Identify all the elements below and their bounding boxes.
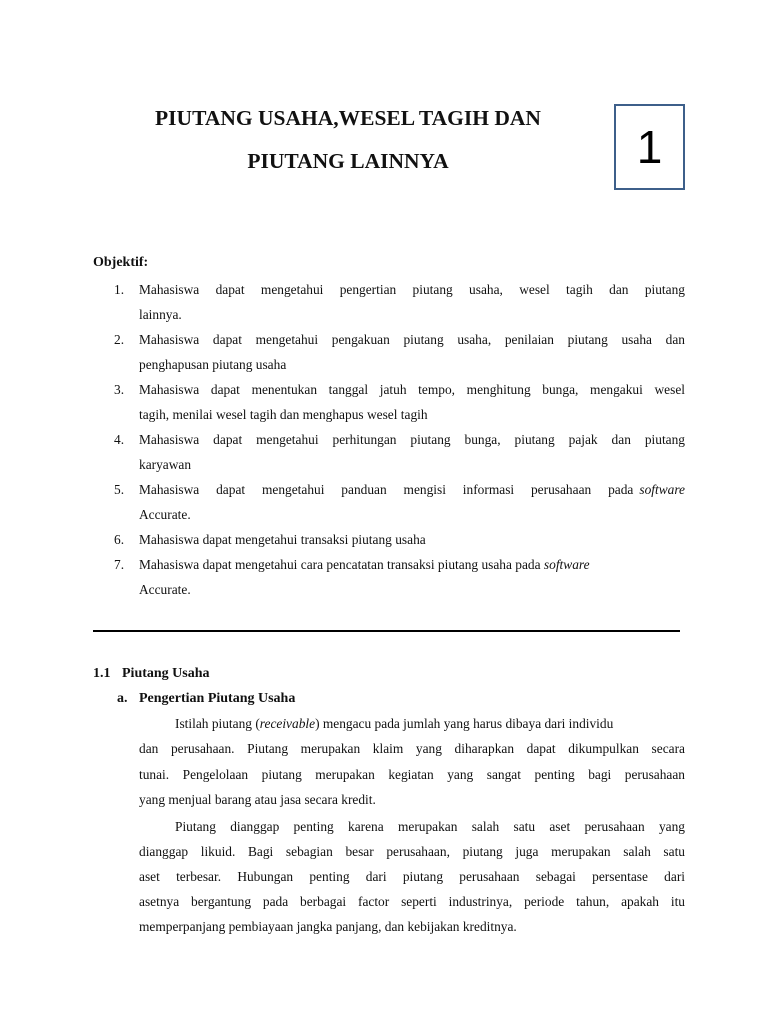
paragraph-2-line-4: asetnya bergantung pada berbagai factor seperti industrinya, periode tahun, apakah itu [139, 894, 685, 909]
section-divider [93, 630, 680, 632]
section-number: 1.1 [93, 666, 111, 681]
paragraph-1-line-3: tunai. Pengelolaan piutang merupakan kegiatan yang sangat penting bagi perusahaan [139, 767, 685, 782]
paragraph-2-line-2: dianggap likuid. Bagi sebagian besar perusahaan, piutang juga merupakan salah satu [139, 844, 685, 859]
objectives-list [0, 277, 768, 602]
objective-text: Mahasiswa dapat mengetahui cara pencatatan transaksi piutang usaha pada [139, 557, 541, 572]
objective-item-5 [0, 477, 768, 527]
objective-text-line: Mahasiswa dapat mengetahui transaksi piutang usaha [139, 532, 426, 547]
section-heading [93, 666, 210, 682]
paragraph-2-line-5: memperpanjang pembiayaan jangka panjang, dan kebijakan kreditnya. [139, 919, 517, 934]
paragraph-2-line-1: Piutang dianggap penting karena merupakan salah satu aset perusahaan yang [175, 819, 685, 834]
paragraph-1-line-4: yang menjual barang atau jasa secara kredit. [139, 792, 376, 807]
objective-text-line: Mahasiswa dapat mengetahui perhitungan piutang bunga, piutang pajak dan piutang [139, 432, 685, 447]
objective-text-line: tagih, menilai wesel tagih dan menghapus wesel tagih [139, 407, 428, 422]
objective-text-line: Mahasiswa dapat menentukan tanggal jatuh tempo, menghitung bunga, mengakui wesel [139, 382, 685, 397]
paragraph-italic-term: receivable [259, 716, 316, 731]
subsection-title: Pengertian Piutang Usaha [139, 691, 296, 706]
objective-text-line: Mahasiswa dapat mengetahui pengakuan piutang usaha, penilaian piutang usaha dan [139, 332, 685, 347]
objective-italic-word: software [543, 557, 590, 572]
objective-item-1 [0, 277, 768, 327]
objective-number: 2. [114, 332, 125, 347]
chapter-title-line-1: PIUTANG USAHA,WESEL TAGIH DAN [155, 106, 541, 130]
objectives-heading: Objektif: [93, 255, 149, 270]
objective-text-line: lainnya. [139, 307, 182, 322]
chapter-number-box [614, 104, 685, 190]
chapter-number: 1 [636, 121, 663, 173]
subsection-letter: a. [117, 691, 128, 706]
objective-text-line: karyawan [139, 457, 192, 472]
objective-number: 1. [114, 282, 125, 297]
objective-number: 5. [114, 482, 125, 497]
chapter-title-line-2: PIUTANG LAINNYA [247, 149, 449, 173]
objective-text: Mahasiswa dapat mengetahui panduan mengisi informasi perusahaan pada [139, 482, 634, 497]
objective-item-6 [0, 527, 768, 552]
objective-item-4 [0, 427, 768, 477]
paragraph-1-line-1 [175, 711, 685, 736]
paragraph-text: Istilah piutang ( [175, 716, 260, 731]
objective-italic-word: software [639, 482, 685, 497]
objective-text-line: Accurate. [139, 507, 191, 522]
paragraph-1-line-2: dan perusahaan. Piutang merupakan klaim yang diharapkan dapat dikumpulkan secara [139, 741, 685, 756]
objective-item-2 [0, 327, 768, 377]
objective-item-7 [0, 552, 768, 602]
objective-number: 6. [114, 532, 125, 547]
objective-text-line: Mahasiswa dapat mengetahui pengertian piutang usaha, wesel tagih dan piutang [139, 282, 685, 297]
objective-number: 3. [114, 382, 125, 397]
objective-text-line: penghapusan piutang usaha [139, 357, 287, 372]
paragraph-text: ) mengacu pada jumlah yang harus dibaya dari individu [315, 716, 614, 731]
subsection-heading [117, 691, 295, 707]
objective-item-3 [0, 377, 768, 427]
paragraph-2-line-3: aset terbesar. Hubungan penting dari piutang perusahaan sebagai persentase dari [139, 869, 685, 884]
objective-number: 4. [114, 432, 125, 447]
section-title: Piutang Usaha [122, 666, 210, 681]
objective-text-line [139, 477, 685, 502]
objective-text-line: Accurate. [139, 582, 191, 597]
objective-number: 7. [114, 557, 125, 572]
objective-text-line [139, 552, 685, 577]
